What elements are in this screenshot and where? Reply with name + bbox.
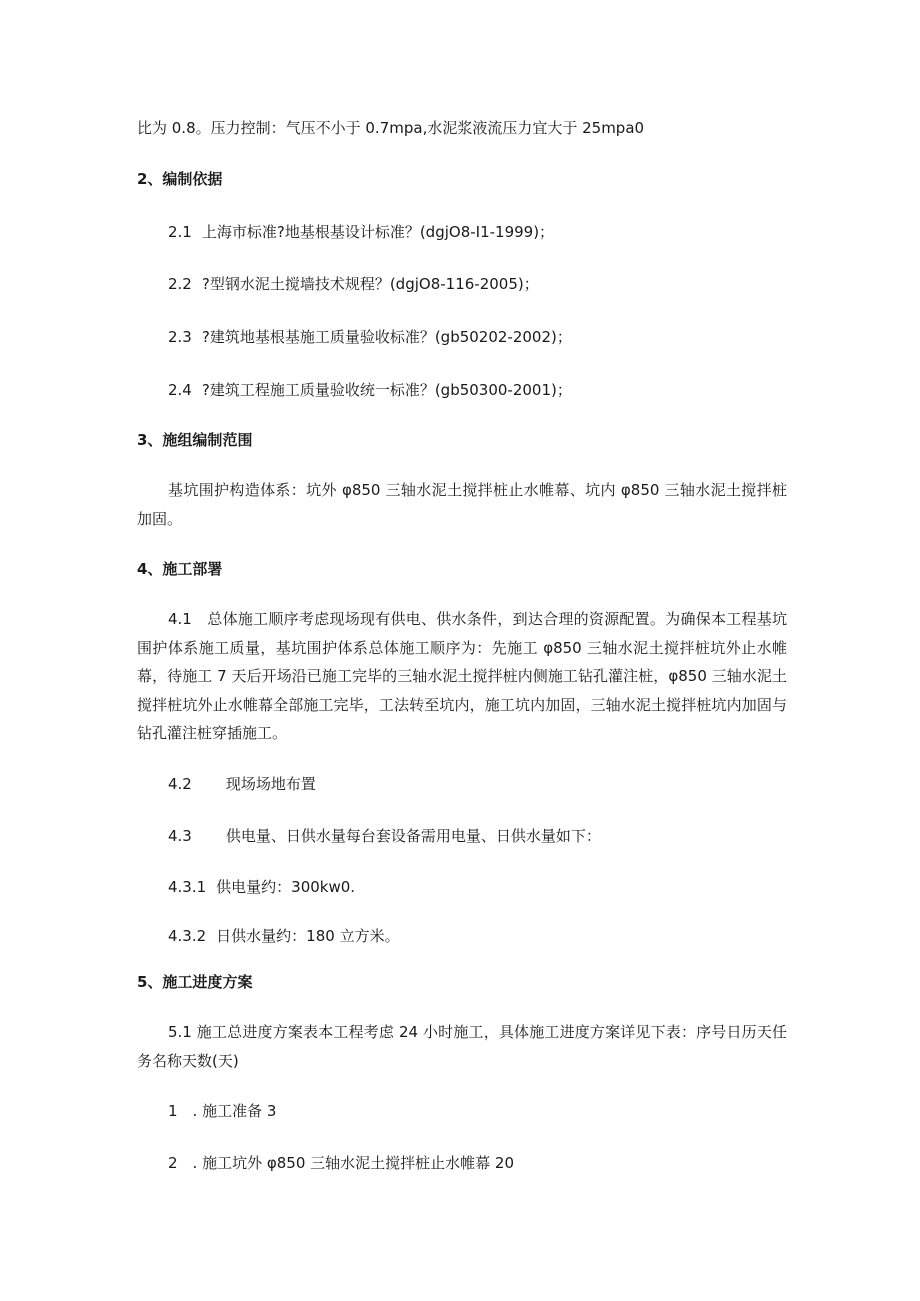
item-2-4 — [168, 376, 572, 404]
paragraph-scope: 基坑围护构造体系：坑外 φ850 三轴水泥土搅拌桩止水帷幕、坑内 φ850 三轴水泥土搅拌桩加固。 — [137, 481, 787, 528]
heading-basis: 2、编制依据 — [137, 170, 223, 188]
item-2-3 — [168, 323, 572, 351]
item-text: 供电量约：300kw0. — [216, 878, 356, 896]
item-text: 日供水量约：180 立方米。 — [216, 927, 400, 945]
heading-scope: 3、施组编制范围 — [137, 431, 253, 449]
item-number: 4.3 — [168, 827, 192, 845]
list-item-1: 1 . 施工准备 3 — [168, 1102, 277, 1120]
item-number: 4.3.1 — [168, 878, 207, 896]
item-number: 2.1 — [168, 223, 192, 241]
item-number: 4.3.2 — [168, 927, 207, 945]
item-number: 2.2 — [168, 275, 192, 293]
heading-schedule: 5、施工进度方案 — [137, 973, 253, 991]
item-4-3-2 — [168, 922, 400, 950]
item-text: 供电量、日供水量每台套设备需用电量、日供水量如下： — [225, 827, 601, 845]
text-line-pressure: 比为 0.8。压力控制：气压不小于 0.7mpa,水泥浆液流压力宜大于 25mpa0 — [137, 119, 645, 137]
paragraph-5-1: 5.1 施工总进度方案表本工程考虑 24 小时施工，具体施工进度方案详见下表：序号日历天任务名称天数(天) — [137, 1023, 787, 1070]
paragraph-4-1: 4.1 总体施工顺序考虑现场现有供电、供水条件，到达合理的资源配置。为确保本工程基坑围护体系施工质量，基坑围护体系总体施工顺序为：先施工 φ850 三轴水泥土搅拌桩坑外止水帷幕，待施工 7 天后开场沿已施工完毕的三轴水泥土搅拌桩内侧施工钻孔灌注桩，φ850 三轴水泥土搅拌桩坑外止水帷幕全部施工完毕，工法转至坑内，施工坑内加固，三轴水泥土搅拌桩坑内加固与钻孔灌注桩穿插施工。 — [137, 610, 787, 742]
item-number: 2.3 — [168, 328, 192, 346]
item-text: 现场场地布置 — [225, 775, 316, 793]
item-4-3 — [168, 822, 601, 850]
item-number: 4.2 — [168, 775, 192, 793]
item-4-3-1 — [168, 873, 355, 901]
item-text: ?型钢水泥土搅墙技术规程？(dgjO8-116-2005)； — [201, 275, 539, 293]
item-2-1 — [168, 218, 554, 246]
heading-deployment: 4、施工部署 — [137, 560, 223, 578]
item-text: 上海市标准?地基根基设计标准？(dgjO8-I1-1999)； — [201, 223, 555, 241]
item-4-2 — [168, 770, 316, 798]
item-text: ?建筑地基根基施工质量验收标准？(gb50202-2002)； — [201, 328, 572, 346]
item-2-2 — [168, 270, 539, 298]
item-number: 2.4 — [168, 381, 192, 399]
item-text: ?建筑工程施工质量验收统一标准？(gb50300-2001)； — [201, 381, 572, 399]
list-item-2: 2 . 施工坑外 φ850 三轴水泥土搅拌桩止水帷幕 20 — [168, 1154, 514, 1172]
